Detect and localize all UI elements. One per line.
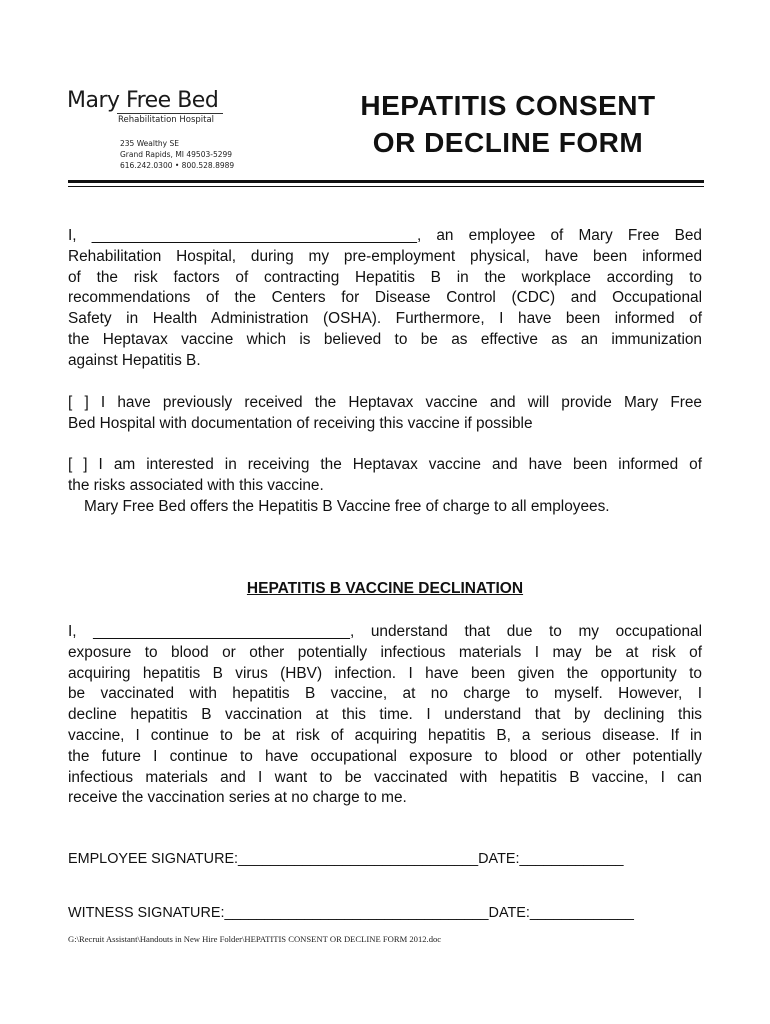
declination-line: vaccine, I continue to be at risk of acquiring hepatitis B, a serious disease. If in [68, 726, 702, 744]
form-title-line2: OR DECLINE FORM [372, 127, 644, 158]
consent-line: I, ______________________________________, an employee of Mary Free Bed [68, 227, 702, 244]
document-path-footer: G:\Recruit Assistant\Handouts in New Hire Folder\HEPATITIS CONSENT OR DECLINE FORM 2012.doc [68, 934, 442, 944]
option-line: the risks associated with this vaccine. [68, 476, 324, 494]
option-interested-receiving[interactable] [68, 455, 702, 497]
logo-divider [117, 113, 223, 114]
witness-signature-line[interactable]: WITNESS SIGNATURE:_________________________________DATE:_____________ [68, 905, 634, 921]
address-street: 235 Wealthy SE [120, 139, 179, 148]
address-city: Grand Rapids, MI 49503-5299 [120, 150, 233, 159]
consent-paragraph [68, 226, 702, 372]
consent-line: Rehabilitation Hospital, during my pre-employment physical, have been informed [68, 247, 702, 265]
declination-line: acquiring hepatitis B virus (HBV) infection. I have been given the opportunity to [68, 664, 702, 682]
declination-line: the future I continue to have occupational exposure to blood or other potentially [68, 747, 702, 765]
consent-line: the Heptavax vaccine which is believed to be as effective as an immunization [68, 330, 702, 348]
free-vaccine-note: Mary Free Bed offers the Hepatitis B Vaccine free of charge to all employees. [84, 498, 610, 515]
consent-line: recommendations of the Centers for Disease Control (CDC) and Occupational [68, 289, 702, 307]
header-rule-thin [68, 186, 704, 187]
header-rule-thick [68, 180, 704, 183]
logo-wordmark: Mary Free Bed [67, 88, 219, 113]
option-line: [ ] I am interested in receiving the Heptavax vaccine and have been informed of [68, 456, 702, 473]
declination-line: be vaccinated with hepatitis B vaccine, at no charge to myself. However, I [68, 685, 702, 703]
declination-line: receive the vaccination series at no charge to me. [68, 789, 407, 807]
address-phone: 616.242.0300 • 800.528.8989 [120, 161, 235, 170]
declination-paragraph [68, 622, 702, 809]
employee-signature-line[interactable]: EMPLOYEE SIGNATURE:______________________________DATE:_____________ [68, 851, 624, 867]
declination-heading: HEPATITIS B VACCINE DECLINATION [246, 580, 524, 597]
declination-line: decline hepatitis B vaccination at this time. I understand that by declining this [68, 706, 702, 724]
consent-line: Safety in Health Administration (OSHA). Furthermore, I have been informed of [68, 310, 702, 328]
option-line: Bed Hospital with documentation of receiving this vaccine if possible [68, 414, 533, 432]
option-previously-received[interactable] [68, 393, 702, 435]
declination-line: infectious materials and I want to be vaccinated with hepatitis B vaccine, I can [68, 768, 702, 786]
consent-line: against Hepatitis B. [68, 351, 201, 369]
form-title-line1: HEPATITIS CONSENT [360, 90, 656, 121]
logo-subtitle: Rehabilitation Hospital [118, 115, 215, 125]
declination-line: exposure to blood or other potentially infectious materials I may be at risk of [68, 643, 702, 661]
option-line: [ ] I have previously received the Heptavax vaccine and will provide Mary Free [68, 394, 702, 411]
consent-line: of the risk factors of contracting Hepatitis B in the workplace according to [68, 268, 702, 286]
declination-line: I, ______________________________, understand that due to my occupational [68, 623, 702, 640]
